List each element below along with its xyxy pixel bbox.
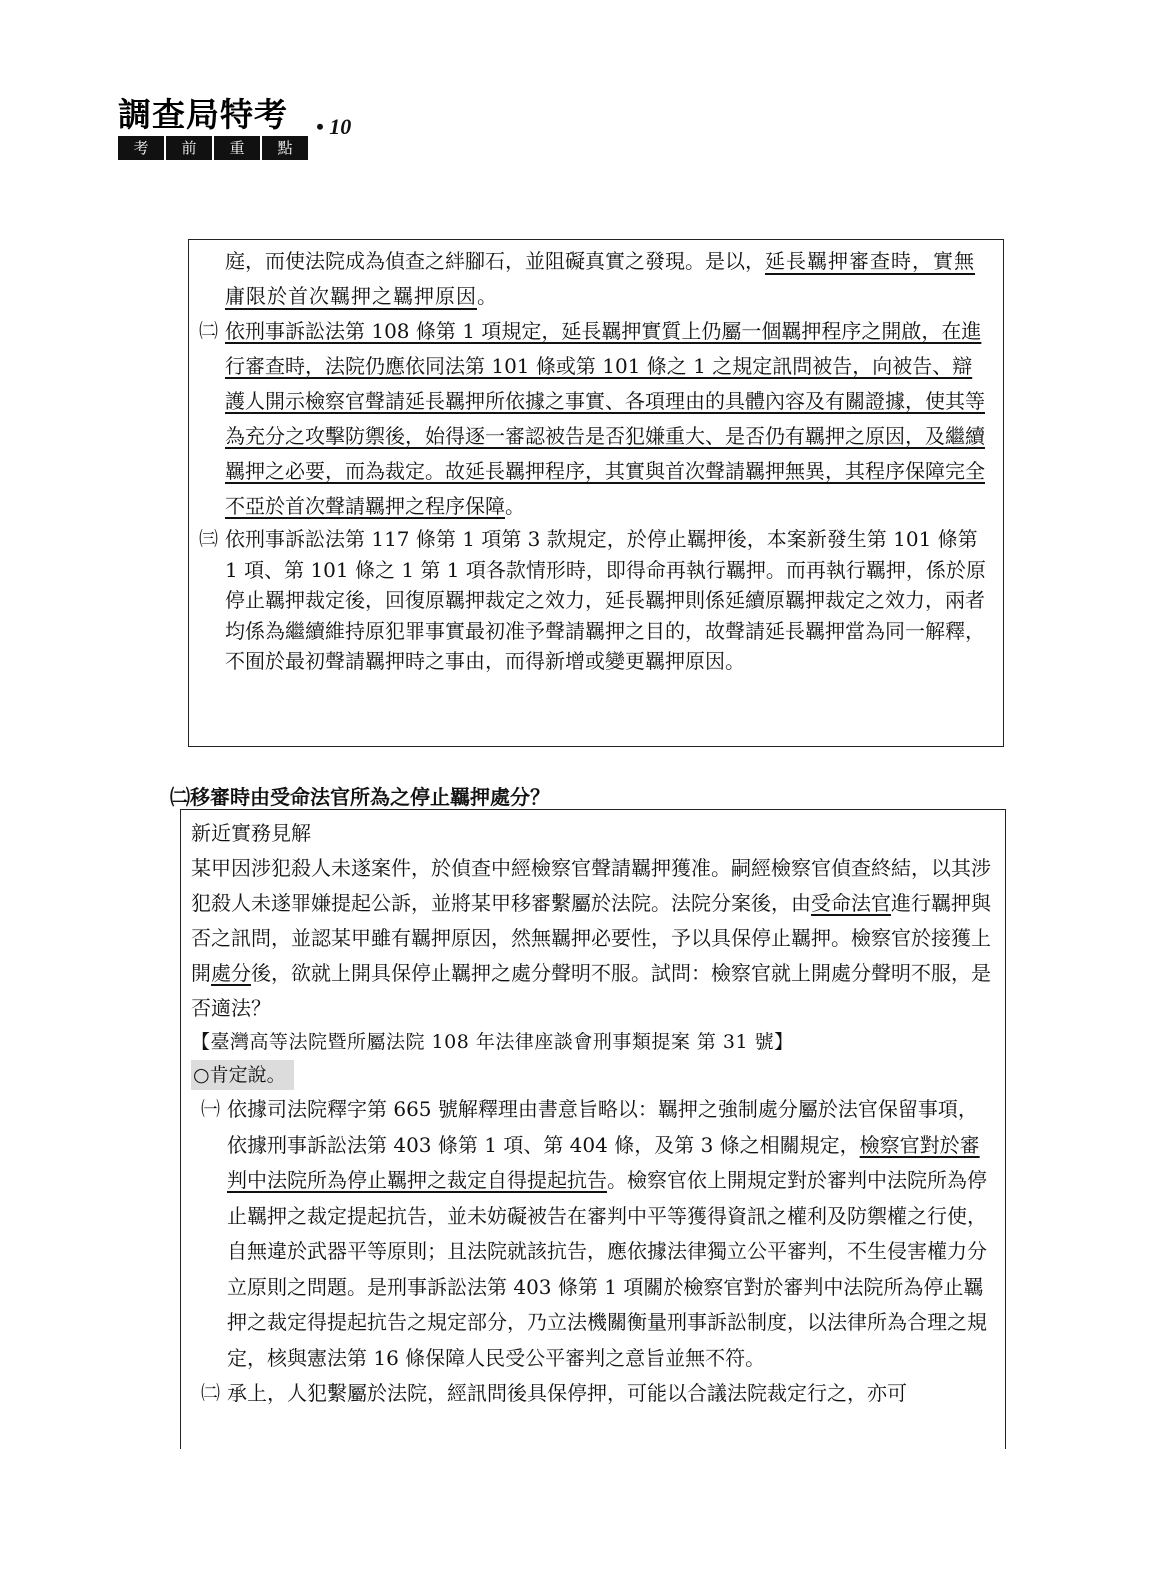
item-3-text: 依刑事訴訟法第 117 條第 1 項第 3 款規定，於停止羈押後，本案新發生第 101 條第 1 項、第 101 條之 1 第 1 項各款情形時，即得命再執行羈押。而再執行羈押，係於原停止羈押裁定後，回復原羈押裁定之效力，延長羈押則係延續原羈押裁定之效力，兩者均係為繼續維持原犯罪事實最初准予聲請羈押之目的，故聲請延長羈押當為同一解釋，不囿於最初聲請羈押時之事由，而得新增或變更羈押原因。 (225, 527, 986, 673)
key-points-bar (118, 136, 308, 160)
item-marker: ㈢ (199, 528, 219, 550)
practice-opinion-box (180, 809, 1006, 1449)
item-marker: ㈡ (199, 320, 219, 342)
opinion-item-2 (191, 1376, 993, 1412)
bar-label-3: 重 (214, 136, 262, 160)
opinion-item-1 (191, 1092, 993, 1376)
item-2-end: 。 (505, 494, 525, 518)
intro-text: 庭，而使法院成為偵查之絆腳石，並阻礙真實之發現。是以， (225, 249, 765, 273)
continued-answer-box (188, 239, 1004, 747)
case-question (191, 851, 993, 1026)
intro-emphasis-1: 延長羈押審查 (765, 249, 891, 273)
case-underline-2: 處分 (211, 961, 251, 985)
case-text-1: 某甲因涉犯殺人未遂案件，於偵查中經檢察官聲請羈押獲准。嗣經檢察官偵查終結，以其涉犯殺人未遂罪嫌提起公訴，並將某甲移審繫屬於法院。法院分案後，由 (191, 856, 991, 915)
page-number: • 10 (316, 114, 352, 139)
section-title: ㈡移審時由受命法官所為之停止羈押處分？ (170, 785, 550, 809)
item-2-text: 依刑事訴訟法第 108 條第 1 項規定，延長羈押實質上仍屬一個羈押程序之開啟，在進行審查時，法院仍應依同法第 101 條或第 101 條之 1 之規定訊問被告，向被告、辯護人開示檢察官聲請延長羈押所依據之事實、各項理由的具體內容及有關證據，使其等為充分之攻擊防禦後，始得逐一審認被告是否犯嫌重大、是否仍有羈押之原因，及繼續羈押之必要，而為裁定。故延長羈押程序，其實與首次聲請羈押無異，其程序保障完全不亞於首次聲請羈押之程序保障 (225, 319, 985, 518)
page-header (118, 96, 308, 160)
intro-end: 。 (477, 284, 497, 308)
list-item-2 (189, 314, 989, 524)
item-marker: ㈡ (201, 1382, 221, 1404)
case-underline-1: 受命法官 (811, 891, 891, 915)
case-text-3: 後，欲就上開具保停止羈押之處分聲明不服。試問：檢察官就上開處分聲明不服，是否適法？ (191, 961, 991, 1020)
affirmative-view-tag: ○肯定說。 (191, 1060, 294, 1090)
intro-paragraph (189, 244, 989, 314)
opinion-2-text: 承上，人犯繫屬於法院，經訊問後具保停押，可能以合議法院裁定行之，亦可 (227, 1381, 907, 1405)
opinion-1-underline: 檢察官對於審判中法院所為停止羈押之裁定自得提起抗告 (227, 1132, 980, 1192)
bar-label-4: 點 (277, 139, 293, 157)
box-heading: 新近實務見解 (191, 821, 311, 845)
intro-emphasis-2: 時，實無庸限於首次羈押之羈押原因 (225, 249, 975, 308)
opinion-1-text-b: 。檢察官依上開規定對於審判中法院所為停止羈押之裁定提起抗告，並未妨礙被告在審判中平等獲得資訊之權利及防禦權之行使，自無違於武器平等原則；且法院就該抗告，應依據法律獨立公平審判，不生侵害權力分立原則之問題。是刑事訴訟法第 403 條第 1 項關於檢察官對於審判中法院所為停止羈押之裁定得提起抗告之規定部分，乃立法機關衡量刑事訴訟制度，以法律所為合理之規定，核與憲法第 16 條保障人民受公平審判之意旨並無不符。 (227, 1168, 987, 1370)
item-marker: ㈠ (201, 1098, 221, 1120)
bar-label-2: 前 (166, 136, 214, 160)
bar-label-1: 考 (118, 136, 166, 160)
citation: 【臺灣高等法院暨所屬法院 108 年法律座談會刑事類提案 第 31 號】 (191, 1031, 794, 1053)
book-title: 調查局特考 (118, 95, 288, 134)
case-text-2: 進行羈押與否之訊問，並認某甲雖有羈押原因，然無羈押必要性，予以具保停止羈押。檢察官於接獲上開 (191, 891, 991, 985)
opinion-1-text-a: 依據司法院釋字第 665 號解釋理由書意旨略以：羈押之強制處分屬於法官保留事項，依據刑事訴訟法第 403 條第 1 項、第 404 條，及第 3 條之相關規定， (227, 1097, 978, 1157)
list-item-3 (189, 524, 989, 677)
